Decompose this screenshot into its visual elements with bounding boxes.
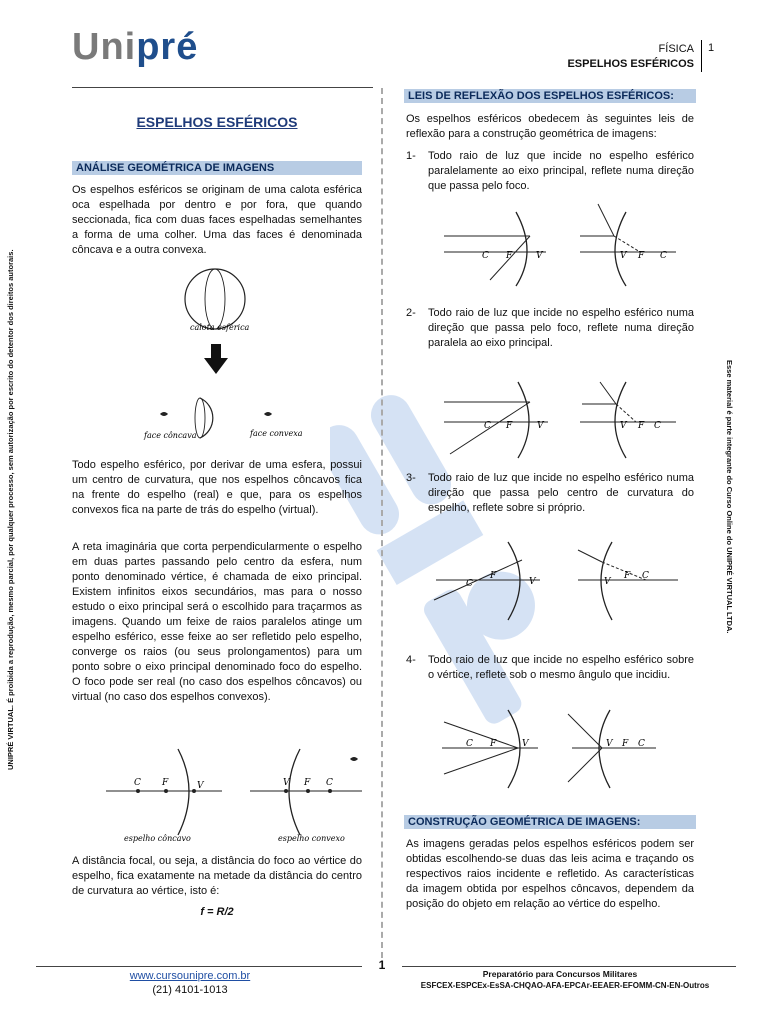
- topic-label: ESPELHOS ESFÉRICOS: [567, 58, 694, 70]
- side-copyright: UNIPRÉ VIRTUAL. É proibida a reprodução, mesmo parcial, por qualquer processo, sem autorização por escrito do detentor dos direitos autorais.: [6, 249, 15, 770]
- svg-text:C: C: [466, 739, 473, 749]
- svg-text:F: F: [622, 739, 629, 749]
- calota-label: calota esférica: [190, 323, 250, 332]
- section-header-analise: ANÁLISE GEOMÉTRICA DE IMAGENS: [72, 161, 362, 175]
- svg-text:face convexa: face convexa: [250, 429, 303, 438]
- svg-text:V: V: [606, 739, 613, 749]
- header-rule: [72, 87, 373, 88]
- svg-text:C: C: [466, 579, 473, 589]
- svg-text:F: F: [304, 778, 311, 788]
- svg-text:F: F: [490, 571, 497, 581]
- footer-website-link[interactable]: www.cursounipre.com.br: [129, 970, 251, 982]
- section-header-construcao: CONSTRUÇÃO GEOMÉTRICA DE IMAGENS:: [404, 815, 696, 829]
- eye-left-icon: [160, 412, 168, 416]
- header-page-number: 1: [708, 42, 715, 54]
- svg-text:C: C: [654, 421, 661, 431]
- law-2: 2- Todo raio de luz que incide no espelho esférico numa direção que passa pelo foco, reflete numa direção paralela ao eixo principal.: [406, 307, 694, 349]
- law-1: 1- Todo raio de luz que incide no espelho esférico paralelamente ao eixo principal, reflete numa direção que passa pelo foco.: [406, 150, 694, 192]
- law-4-figure: [438, 706, 678, 796]
- unipre-logo: Unipré: [72, 26, 199, 68]
- svg-text:F: F: [506, 251, 513, 261]
- paragraph-distancia: A distância focal, ou seja, a distância do foco ao vértice do espelho, fica exatamente na metade da distância do centro de curvatura ao vértice, isto é:: [72, 855, 362, 897]
- svg-text:V: V: [522, 739, 529, 749]
- law-1-figure: [440, 200, 680, 290]
- eye-right-icon: [264, 412, 272, 416]
- svg-text:F: F: [638, 421, 645, 431]
- svg-text:F: F: [162, 778, 169, 788]
- svg-text:V: V: [620, 251, 627, 261]
- calota-figure: [160, 266, 290, 336]
- paragraph-leis-intro: Os espelhos esféricos obedecem às seguintes leis de reflexão para a construção geométrica de imagens:: [406, 113, 694, 140]
- svg-text:C: C: [326, 778, 333, 788]
- svg-text:V: V: [197, 781, 204, 791]
- svg-text:V: V: [604, 577, 611, 587]
- paragraph-eixo: A reta imaginária que corta perpendicularmente o espelho em duas partes passando pelo centro da esfera, num ponto denominado vértice, é chamada de eixo principal. Existem infinitos eixos secundários, mas para o nosso estudo o eixo principal será o escolhido para traçarmos as imagens. Quando um feixe de raios paralelos atinge um espelho esférico, esse feixe ao ser refletido pelo espelho, converge os raios (ou seus prolongamentos) para um ponto sobre o eixo principal denominado foco do espelho. O foco pode ser real (no caso dos espelhos côncavos) ou virtual (no caso dos espelhos convexos).: [72, 541, 362, 703]
- header-subject: [567, 42, 694, 72]
- footer-exam-list: ESFCEX-ESPCEx-EsSA-CHQAO-AFA-EPCAr-EEAER-EFOMM-CN-EN-Outros: [420, 981, 710, 990]
- formula: f = R/2: [200, 906, 234, 918]
- down-arrow-icon: [203, 342, 229, 376]
- page-title: ESPELHOS ESFÉRICOS: [136, 114, 298, 130]
- paragraph-intro: Os espelhos esféricos se originam de uma calota esférica oca espelhada por dentro e por fora, que quando seccionada, fica com duas faces espelhadas semelhantes a forma de uma colher. Uma das faces é denominada côncava e a outra convexa.: [72, 184, 362, 256]
- svg-text:C: C: [660, 251, 667, 261]
- paragraph-construcao: As imagens geradas pelos espelhos esféricos podem ser obtidas escolhendo-se duas das leis acima e traçando os respectivos raios incidente e refletido. As características da imagem obtida por espelhos côncavos, dependem da posição do objeto em relação ao vértice do espelho.: [406, 838, 694, 910]
- svg-text:F: F: [490, 739, 497, 749]
- svg-text:F: F: [624, 571, 631, 581]
- law-3: 3- Todo raio de luz que incide no espelho esférico numa direção que passa pelo centro de curvatura do espelho, reflete sobre si próprio.: [406, 472, 694, 514]
- column-divider: [381, 88, 383, 958]
- svg-text:C: C: [134, 778, 141, 788]
- footer-page-number: 1: [362, 958, 402, 972]
- svg-text:V: V: [537, 421, 544, 431]
- law-2-figure: [440, 372, 680, 462]
- svg-text:C: C: [482, 251, 489, 261]
- side-notice: Esse material é parte integrante do Curso Online do UNIPRÉ VIRTUAL LTDA.: [725, 360, 734, 634]
- svg-text:V: V: [536, 251, 543, 261]
- svg-text:V: V: [620, 421, 627, 431]
- header-divider: [701, 40, 702, 72]
- svg-text:C: C: [638, 739, 645, 749]
- svg-text:face côncava: face côncava: [144, 431, 197, 440]
- svg-text:F: F: [638, 251, 645, 261]
- svg-text:C: C: [642, 571, 649, 581]
- svg-text:V: V: [529, 577, 536, 587]
- mirrors-figure: [100, 745, 370, 845]
- law-3-figure: [432, 538, 682, 628]
- subject-label: FÍSICA: [658, 43, 694, 55]
- svg-text:espelho côncavo: espelho côncavo: [124, 834, 191, 843]
- svg-text:V: V: [283, 778, 290, 788]
- faces-figure: [140, 392, 310, 442]
- svg-text:C: C: [484, 421, 491, 431]
- footer-phone: (21) 4101-1013: [152, 984, 228, 996]
- law-4: 4- Todo raio de luz que incide no espelho esférico sobre o vértice, reflete sob o mesmo ângulo que incidiu.: [406, 654, 694, 681]
- footer-prep-title: Preparatório para Concursos Militares: [482, 969, 638, 979]
- svg-text:espelho convexo: espelho convexo: [278, 834, 345, 843]
- svg-text:F: F: [506, 421, 513, 431]
- paragraph-centro: Todo espelho esférico, por derivar de uma esfera, possui um centro de curvatura, que nos espelhos côncavos fica na frente do espelho (real) e que, para os espelhos convexos fica na parte de trás do espelho (virtual).: [72, 459, 362, 516]
- section-header-leis: LEIS DE REFLEXÃO DOS ESPELHOS ESFÉRICOS:: [404, 89, 696, 103]
